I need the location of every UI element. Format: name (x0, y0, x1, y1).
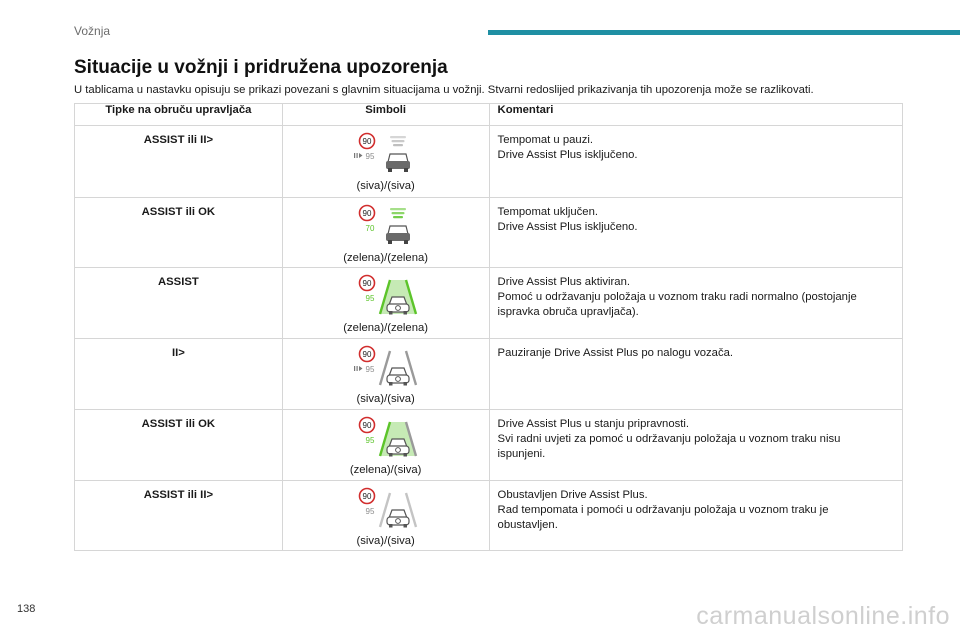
car-icon (387, 368, 409, 386)
speed-limit-value: 90 (362, 209, 372, 218)
comment-line: Drive Assist Plus aktiviran. (497, 276, 631, 288)
symbol-caption: (zelena)/(zelena) (343, 252, 429, 264)
row-button-cell: ASSIST (75, 268, 283, 339)
column-header-buttons: Tipke na obruču upravljača (75, 104, 283, 126)
situations-table (74, 103, 903, 551)
table-row (75, 410, 903, 481)
comment-line: Svi radni uvjeti za pomoć u održavanju položaja u voznom traku nisu (497, 433, 841, 445)
comment-line: ispravka obruča upravljača). (497, 306, 639, 318)
pause-icon (359, 366, 363, 371)
set-speed-value: 95 (365, 294, 375, 303)
row-symbol-cell (282, 339, 489, 410)
comment-line: Drive Assist Plus isključeno. (497, 221, 638, 233)
set-speed-value: 95 (365, 507, 375, 516)
comment-line: Drive Assist Plus u stanju pripravnosti. (497, 418, 690, 430)
set-speed-value: 95 (365, 152, 375, 161)
table-row (75, 198, 903, 268)
row-symbol-cell (282, 198, 489, 268)
table-row (75, 339, 903, 410)
row-symbol-cell (282, 481, 489, 551)
page-number: 138 (17, 603, 36, 615)
column-header-symbols: Simboli (282, 104, 489, 126)
comment-line: Pomoć u održavanju položaja u voznom traku radi normalno (postojanje (497, 291, 857, 303)
speed-limit-value: 90 (362, 492, 372, 501)
table-row (75, 268, 903, 339)
pause-icon (359, 153, 363, 158)
speed-limit-value: 90 (362, 350, 372, 359)
row-button-cell: ASSIST ili II> (75, 126, 283, 198)
symbol-caption: (siva)/(siva) (356, 393, 415, 405)
comment-line: obustavljen. (497, 519, 558, 531)
row-symbol-cell (282, 410, 489, 481)
set-speed-value: 95 (365, 436, 375, 445)
row-button-cell: II> (75, 339, 283, 410)
comment-line: Drive Assist Plus isključeno. (497, 149, 638, 161)
cruise-control-icon (350, 204, 422, 250)
row-comment-cell (489, 410, 902, 481)
car-icon (386, 226, 410, 244)
symbol-caption: (zelena)/(zelena) (343, 322, 429, 334)
section-label: Vožnja (74, 24, 111, 38)
comment-line: Tempomat u pauzi. (497, 134, 593, 146)
row-symbol-cell (282, 126, 489, 198)
speed-limit-value: 90 (362, 279, 372, 288)
comment-line: Rad tempomata i pomoći u održavanju položaja u voznom traku je (497, 504, 829, 516)
row-comment-cell (489, 481, 902, 551)
row-symbol-cell (282, 268, 489, 339)
speed-limit-value: 90 (362, 421, 372, 430)
comment-line: ispunjeni. (497, 448, 546, 460)
table-row (75, 481, 903, 551)
row-comment-cell (489, 268, 902, 339)
watermark: carmanualsonline.info (696, 602, 950, 630)
section-accent-bar (488, 30, 960, 35)
lane-assist-icon (350, 487, 422, 533)
symbol-caption: (zelena)/(siva) (349, 464, 422, 476)
car-icon (387, 510, 409, 528)
page-title: Situacije u vožnji i pridružena upozorenja (74, 57, 448, 78)
comment-line: Obustavljen Drive Assist Plus. (497, 489, 648, 501)
lane-assist-icon (350, 274, 422, 320)
symbol-caption: (siva)/(siva) (356, 180, 415, 192)
lane-assist-icon (350, 345, 422, 391)
speed-limit-value: 90 (362, 137, 372, 146)
intro-paragraph: U tablicama u nastavku opisuju se prikazi povezani s glavnim situacijama u vožnji. Stvarni redoslijed prikazivanja tih upozorenja može se razlikovati. (74, 84, 814, 96)
symbol-caption: (siva)/(siva) (356, 535, 415, 547)
table-row (75, 126, 903, 198)
cruise-control-icon (350, 132, 422, 178)
row-comment-cell (489, 198, 902, 268)
comment-line: Pauziranje Drive Assist Plus po nalogu vozača. (497, 347, 734, 359)
car-icon (386, 154, 410, 172)
row-comment-cell (489, 339, 902, 410)
comment-line: Tempomat uključen. (497, 206, 599, 218)
set-speed-value: 95 (365, 365, 375, 374)
row-button-cell: ASSIST ili OK (75, 410, 283, 481)
row-button-cell: ASSIST ili OK (75, 198, 283, 268)
table-header-row (75, 104, 903, 126)
row-comment-cell (489, 126, 902, 198)
lane-assist-icon (350, 416, 422, 462)
row-button-cell: ASSIST ili II> (75, 481, 283, 551)
set-speed-value: 70 (365, 224, 375, 233)
column-header-comments: Komentari (489, 104, 902, 126)
